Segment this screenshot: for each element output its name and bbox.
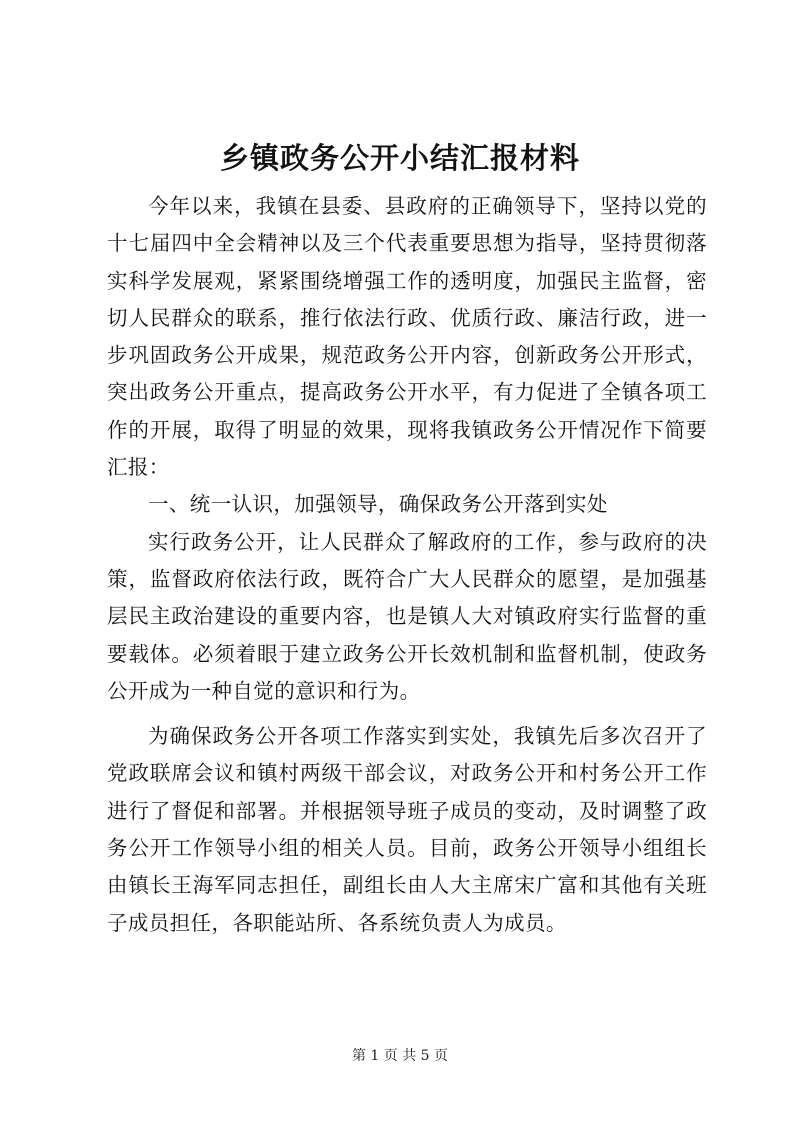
page-number-footer: 第 1 页 共 5 页	[351, 1048, 449, 1064]
intro-paragraph: 今年以来，我镇在县委、县政府的正确领导下，坚持以党的十七届四中全会精神以及三个代表重要思想为指导，坚持贯彻落实科学发展观，紧紧围绕增强工作的透明度，加强民主监督，密切人民群众的联系，推行依法行政、优质行政、廉洁行政，进一步巩固政务公开成果，规范政务公开内容，创新政务公开形式，突出政务公开重点，提高政务公开水平，有力促进了全镇各项工作的开展，取得了明显的效果，现将我镇政务公开情况作下简要汇报：	[107, 194, 707, 480]
section-heading: 一、统一认识，加强领导，确保政务公开落到实处	[148, 492, 608, 517]
document-body	[107, 188, 707, 942]
body-paragraph: 为确保政务公开各项工作落实到实处，我镇先后多次召开了党政联席会议和镇村两级干部会议，对政务公开和村务公开工作进行了督促和部署。并根据领导班子成员的变动，及时调整了政务公开工作领导小组的相关人员。目前，政务公开领导小组组长由镇长王海军同志担任，副组长由人大主席宋广富和其他有关班子成员担任，各职能站所、各系统负责人为成员。	[107, 724, 707, 935]
body-paragraph: 实行政务公开，让人民群众了解政府的工作，参与政府的决策，监督政府依法行政，既符合广大人民群众的愿望，是加强基层民主政治建设的重要内容，也是镇人大对镇政府实行监督的重要载体。必须着眼于建立政务公开长效机制和监督机制，使政务公开成为一种自觉的意识和行为。	[107, 529, 707, 703]
document-title: 乡镇政务公开小结汇报材料	[219, 141, 580, 175]
